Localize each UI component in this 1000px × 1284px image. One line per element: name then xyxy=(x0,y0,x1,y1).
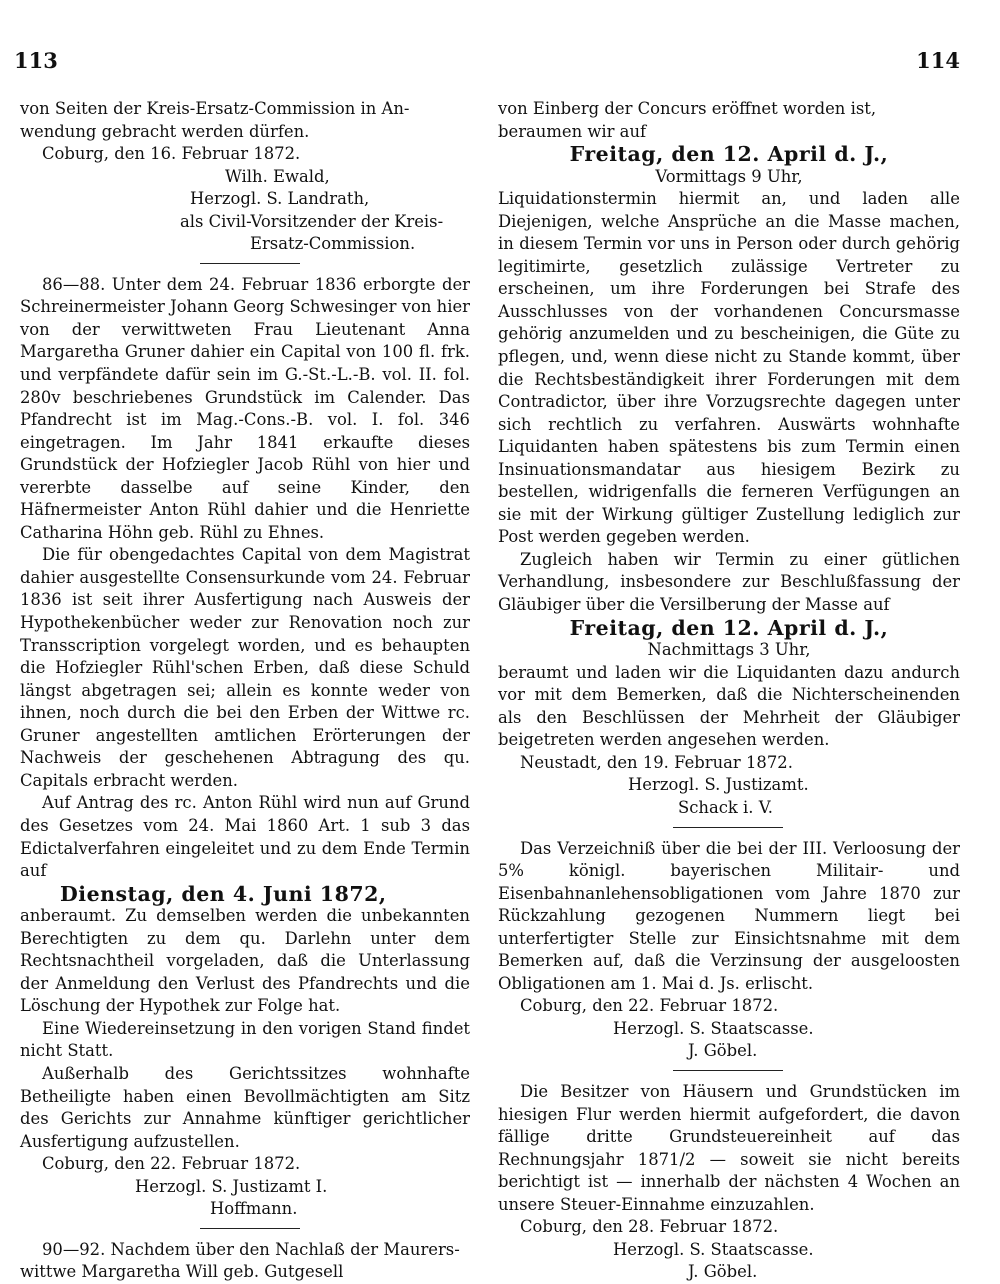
term-date-heading: Freitag, den 12. April d. J., xyxy=(569,615,889,640)
term-date-heading: Freitag, den 12. April d. J., xyxy=(569,142,889,167)
continuation-line-1: von Einberg der Concurs eröffnet worden ist, xyxy=(498,99,877,118)
notice-90-92-line-2: wittwe Margaretha Will geb. Gutgesell xyxy=(20,1262,344,1282)
signature-commission: Ersatz-Commission. xyxy=(250,234,416,254)
notice-86-88-para-1: 86—88. Unter dem 24. Februar 1836 erborgte der Schreinermeister Johann Georg Schwesinger von hier von der verwittweten Frau Lieutenant Anna Margaretha Gruner dahier ein Capital von 100 fl. frk. und verpfändete dafür sein im G.-St.-L.-B. vol. II. fol. 280v beschriebenes Grundstück im Calender. Das Pfandrecht ist im Mag.-Cons.-B. vol. I. fol. 346 eingetragen. Im Jahr 1841 erkaufte dieses Grundstück der Hofziegler Jacob Rühl von hier und vererbte dasselbe auf seine Kinder, den Häfnermeister Anton Rühl dahier und die Henriette Catharina Höhn geb. Rühl zu Ehnes. xyxy=(20,274,470,542)
term-time: Nachmittags 3 Uhr, xyxy=(647,640,811,660)
date-line: Coburg, den 28. Februar 1872. xyxy=(520,1217,779,1237)
office-line: Herzogl. S. Staatscasse. xyxy=(613,1018,814,1038)
divider xyxy=(673,1070,783,1071)
term-time: Vormittags 9 Uhr, xyxy=(655,166,803,186)
grundsteuer-para: Die Besitzer von Häusern und Grundstücken im hiesigen Flur werden hiermit aufgefordert, die davon fällige dritte Grundsteuereinheit auf das Rechnungsjahr 1871/2 — soweit sie nicht bereits berichtigt ist — innerhalb der nächsten 4 Wochen an unsere Steuer-Einnahme einzuzahlen. xyxy=(498,1081,960,1214)
right-column xyxy=(498,98,960,1284)
notice-86-88-para-4: anberaumt. Zu demselben werden die unbekannten Berechtigten zu dem qu. Darlehn unter dem Rechtsnachtheil vorgeladen, daß die Unterlassung der Anmeldung den Verlust des Pfandrechts und die Löschung der Hypothek zur Folge hat. xyxy=(20,906,470,1016)
page-number-right: 114 xyxy=(916,48,960,73)
signature-name: Hoffmann. xyxy=(210,1199,298,1219)
signature-name: J. Göbel. xyxy=(688,1041,758,1061)
date-line: Coburg, den 22. Februar 1872. xyxy=(42,1154,301,1174)
date-line: Coburg, den 22. Februar 1872. xyxy=(520,996,779,1016)
concurs-para-2: Zugleich haben wir Termin zu einer gütlichen Verhandlung, insbesondere zur Beschlußfassung der Gläubiger über die Versilberung der Masse auf xyxy=(498,549,960,615)
divider xyxy=(200,1228,300,1229)
date-line: Coburg, den 16. Februar 1872. xyxy=(42,144,301,164)
notice-86-88-para-6: Außerhalb des Gerichtssitzes wohnhafte Betheiligte haben einen Bevollmächtigten am Sitz des Gerichts zur Annahme künftiger gerichtlicher Ausfertigung aufzustellen. xyxy=(20,1063,470,1151)
intro-line-2: wendung gebracht werden dürfen. xyxy=(20,121,310,141)
divider xyxy=(673,827,783,828)
concurs-para-3: beraumt und laden wir die Liquidanten dazu andurch vor mit dem Bemerken, daß die Nichterscheinenden als den Beschlüssen der Mehrheit der Gläubiger beigetreten werden angesehen werden. xyxy=(498,662,960,750)
notice-86-88-para-5: Eine Wiedereinsetzung in den vorigen Stand findet nicht Statt. xyxy=(20,1018,470,1061)
page-number-left: 113 xyxy=(14,48,58,73)
left-column xyxy=(20,98,470,1284)
notice-90-92-line-1: 90—92. Nachdem über den Nachlaß der Maurers- xyxy=(42,1239,460,1259)
office-line: Herzogl. S. Justizamt. xyxy=(628,775,809,795)
signature-role: als Civil-Vorsitzender der Kreis- xyxy=(180,211,444,231)
notice-86-88-para-3: Auf Antrag des rc. Anton Rühl wird nun auf Grund des Gesetzes vom 24. Mai 1860 Art. 1 sub 3 das Edictalverfahren eingeleitet und zu dem Ende Termin auf xyxy=(20,793,470,881)
office-line: Herzogl. S. Justizamt I. xyxy=(135,1176,328,1196)
date-line: Neustadt, den 19. Februar 1872. xyxy=(520,752,793,772)
signature-title: Herzogl. S. Landrath, xyxy=(190,189,370,209)
office-line: Herzogl. S. Staatscasse. xyxy=(613,1239,814,1259)
concurs-para-1: Liquidationstermin hiermit an, und laden alle Diejenigen, welche Ansprüche an die Masse machen, in diesem Termin vor uns in Person oder durch gehörig legitimirte, gesetzlich zulässige Vertreter zu erscheinen, um ihre Forderungen bei Strafe des Ausschlusses von der vorhandenen Concursmasse gehörig anzumelden und zu bescheinigen, die Güte zu pflegen, und, wenn diese nicht zu Stande kommt, über die Rechtsbeständigkeit ihrer Forderungen mit dem Contradictor, über ihre Vorzugsrechte dagegen unter sich rechtlich zu verfahren. Auswärts wohnhafte Liquidanten haben spätestens bis zum Termin einen Insinuationsmandatar aus hiesigem Bezirk zu bestellen, widrigenfalls die ferneren Verfügungen an sie mit der Wirkung gültiger Zustellung lediglich zur Post werden gegeben werden. xyxy=(498,189,960,547)
signature-name: Schack i. V. xyxy=(678,797,773,817)
term-date-heading: Dienstag, den 4. Juni 1872, xyxy=(60,881,387,906)
signature-name: Wilh. Ewald, xyxy=(225,166,330,186)
divider xyxy=(200,263,300,264)
verloosung-para: Das Verzeichniß über die bei der III. Verloosung der 5% königl. bayerischen Militair- und Eisenbahnanlehensobligationen vom Jahre 1870 zur Rückzahlung gezogenen Nummern liegt bei unterfertigter Stelle zur Einsichtsnahme mit dem Bemerken auf, daß die Verzinsung der ausgeloosten Obligationen am 1. Mai d. Js. erlischt. xyxy=(498,838,960,993)
continuation-line-2: beraumen wir auf xyxy=(498,121,647,141)
signature-name: J. Göbel. xyxy=(688,1262,758,1282)
notice-86-88-para-2: Die für obengedachtes Capital von dem Magistrat dahier ausgestellte Consensurkunde vom 24. Februar 1836 ist seit ihrer Ausfertigung nach Ausweis der Hypothekenbücher weder zur Renovation noch zur Transscription vorgelegt worden, und es behaupten die Hofziegler Rühl'schen Erben, daß diese Schuld längst abgetragen sei; allein es konnte weder von ihnen, noch durch die bei den Erben der Wittwe rc. Gruner angestellten amtlichen Erörterungen der Nachweis der geschehenen Abtragung des qu. Capitals erbracht werden. xyxy=(20,545,470,790)
intro-line-1: von Seiten der Kreis-Ersatz-Commission in An- xyxy=(20,99,410,118)
